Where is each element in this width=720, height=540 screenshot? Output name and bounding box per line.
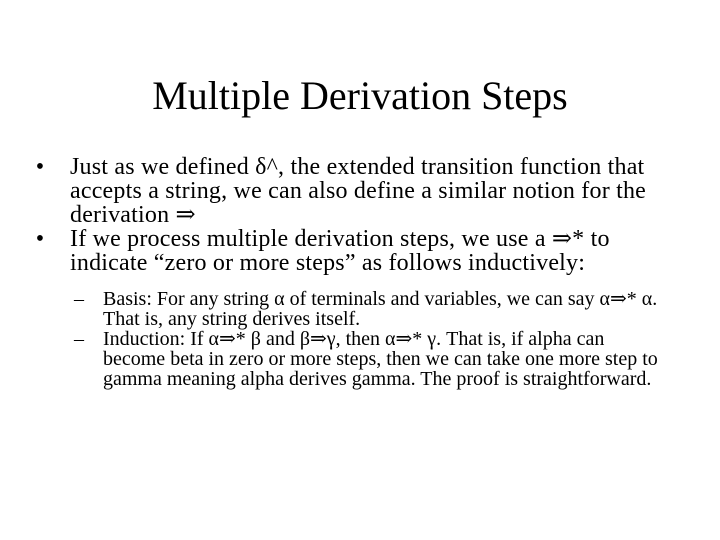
subbullet-item-basis <box>69 289 670 329</box>
subbullet-list <box>70 289 670 389</box>
subbullet-text: Induction: If α⇒* β and β⇒γ, then α⇒* γ. That is, if alpha can become beta in zero or more steps, then we can take one more step to gamma meaning alpha derives gamma. The proof is straightforward. <box>103 328 658 390</box>
subbullet-marker: – <box>74 328 84 350</box>
bullet-text: Just as we defined δ^, the extended transition function that accepts a string, we can also define a similar notion for the derivation ⇒ <box>70 154 647 228</box>
subbullet-item-induction <box>69 329 670 389</box>
bullet-marker: • <box>35 154 45 180</box>
bullet-item-multiple-steps <box>30 227 670 389</box>
bullet-text: If we process multiple derivation steps, we use a ⇒* to indicate “zero or more steps” as follows inductively: <box>70 226 610 276</box>
bullet-list <box>30 155 670 389</box>
bullet-marker: • <box>35 226 45 252</box>
slide-title: Multiple Derivation Steps <box>152 73 568 118</box>
bullet-item-extended-transition <box>30 155 670 227</box>
subbullet-text: Basis: For any string α of terminals and variables, we can say α⇒* α. That is, any string derives itself. <box>103 288 658 330</box>
subbullet-marker: – <box>74 288 84 310</box>
